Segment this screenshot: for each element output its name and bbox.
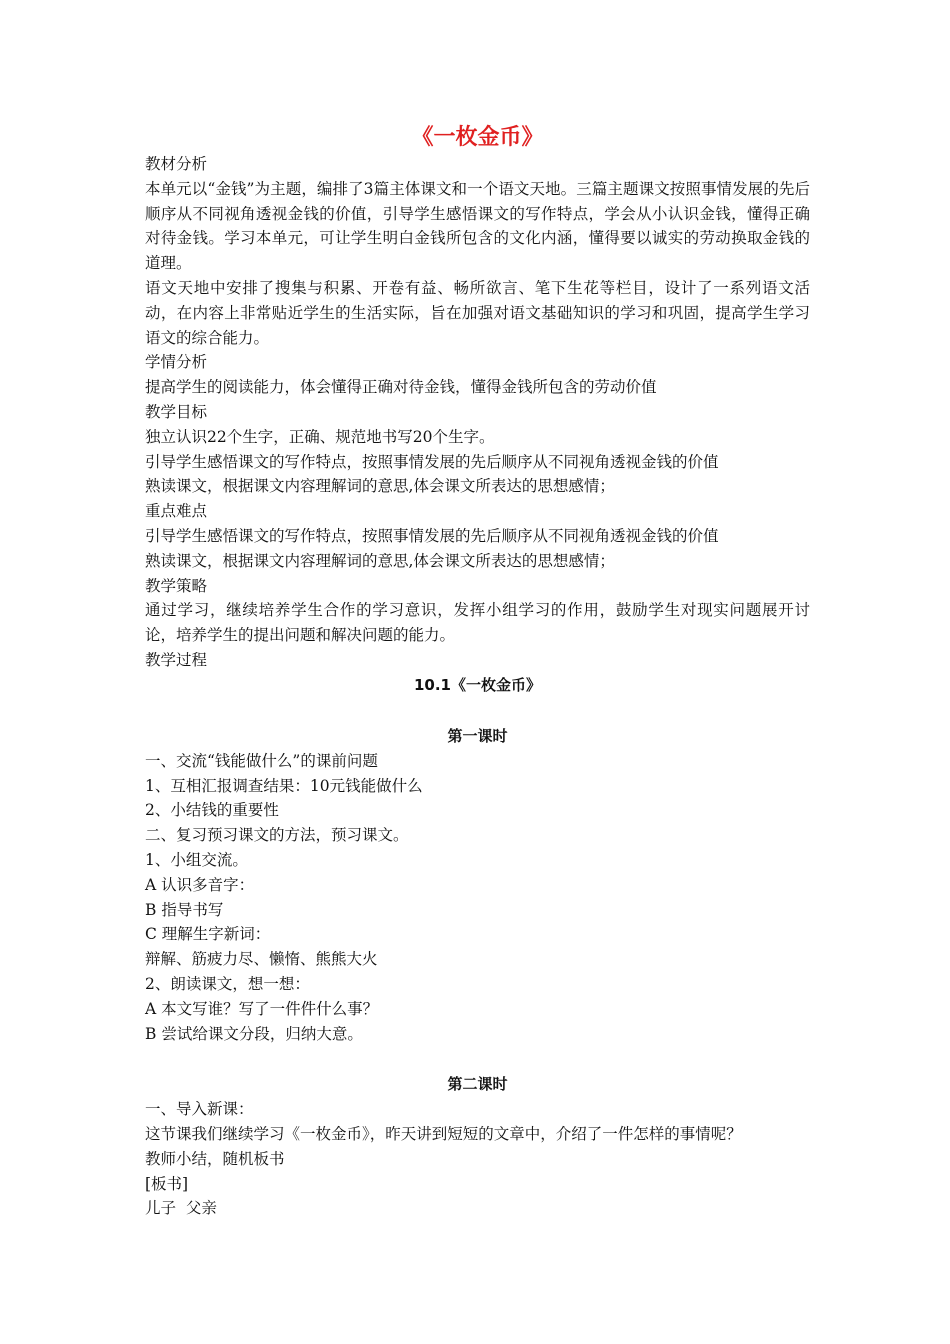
goal-item: 熟读课文，根据课文内容理解词的意思,体会课文所表达的思想感情； [145,477,615,496]
heading-key-points: 重点难点 [145,502,208,521]
heading-process: 教学过程 [145,650,208,669]
lesson1-line: B 尝试给课文分段，归纳大意。 [145,1024,363,1043]
goal-item: 引导学生感悟课文的写作特点，按照事情发展的先后顺序从不同视角透视金钱的价值 [145,452,719,471]
heading-goals: 教学目标 [145,402,208,421]
lesson-title: 10.1《一枚金币》 [413,675,541,694]
lesson2-line: 一、导入新课： [145,1100,254,1119]
lesson2-heading: 第二课时 [447,1075,508,1094]
lesson1-line: B 指导书写 [145,900,224,919]
lesson1-line: 2、朗读课文，想一想： [145,974,310,993]
goal-item: 独立认识22个生字，正确、规范地书写20个生字。 [145,427,495,446]
lesson2-line: 儿子 父亲 [145,1199,217,1218]
key-point-item: 熟读课文，根据课文内容理解词的意思,体会课文所表达的思想感情； [145,551,615,570]
lesson1-line: 1、互相汇报调查结果：10元钱能做什么 [145,776,423,795]
lesson2-line: 教师小结，随机板书 [145,1149,285,1168]
lesson1-line: A 认识多音字： [145,875,255,894]
heading-analysis: 教材分析 [145,155,208,173]
lesson1-line: 一、交流“钱能做什么”的课前问题 [145,751,378,770]
lesson2-line: 这节课我们继续学习《一枚金币》，昨天讲到短短的文章中，介绍了一件怎样的事情呢？ [145,1125,742,1144]
lesson2-line: [板书] [145,1174,189,1193]
key-point-item: 引导学生感悟课文的写作特点，按照事情发展的先后顺序从不同视角透视金钱的价值 [145,526,719,545]
heading-strategy: 教学策略 [145,576,208,595]
student-analysis-paragraph: 提高学生的阅读能力，体会懂得正确对待金钱，懂得金钱所包含的劳动价值 [145,378,657,397]
lesson1-line: 二、复习预习课文的方法，预习课文。 [145,826,409,845]
strategy-paragraph: 通过学习，继续培养学生合作的学习意识，发挥小组学习的作用，鼓励学生对现实问题展开讨论，培养学生的提出问题和解决问题的能力。 [145,601,810,645]
spacer [145,1046,810,1072]
document-body [145,124,810,1221]
analysis-paragraph-2: 语文天地中安排了搜集与积累、开卷有益、畅所欲言、笔下生花等栏目，设计了一系列语文活动，在内容上非常贴近学生的生活实际，旨在加强对语文基础知识的学习和巩固，提高学生学习语文的综合能力。 [145,278,810,347]
lesson1-line: 1、小组交流。 [145,850,248,869]
document-title: 《一枚金币》 [411,125,544,150]
lesson1-line: A 本文写谁？写了一件件什么事？ [145,999,379,1018]
lesson1-heading: 第一课时 [447,726,508,745]
spacer [145,698,810,724]
lesson1-line: 2、小结钱的重要性 [145,801,279,820]
analysis-paragraph-1: 本单元以“金钱”为主题，编排了3篇主体课文和一个语文天地。三篇主题课文按照事情发展的先后顺序从不同视角透视金钱的价值，引导学生感悟课文的写作特点，学会从小认识金钱，懂得正确对待金钱。学习本单元，可让学生明白金钱所包含的文化内涵，懂得要以诚实的劳动换取金钱的道理。 [145,179,810,273]
lesson1-line: C 理解生字新词： [145,925,271,944]
lesson1-line: 辩解、筋疲力尽、懒惰、熊熊大火 [145,950,378,969]
heading-student-analysis: 学情分析 [145,353,208,372]
